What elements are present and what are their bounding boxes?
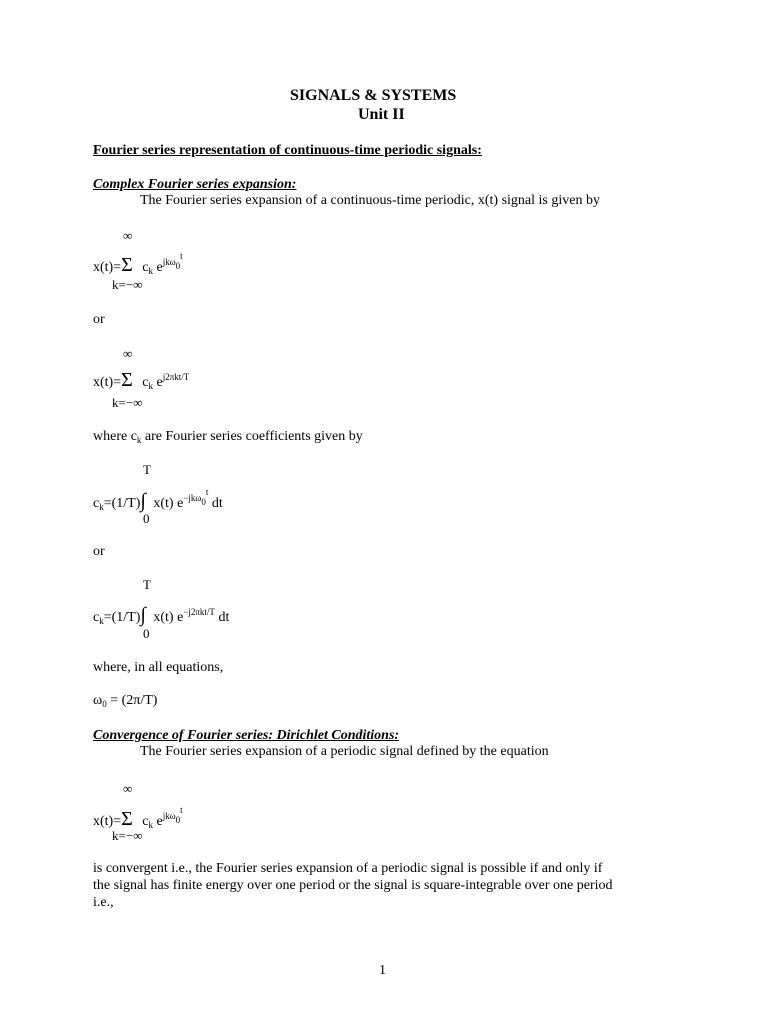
document-title: SIGNALS & SYSTEMS [290, 87, 457, 104]
equation-lhs: x(t)= [93, 260, 122, 275]
exponential: $e^{jk\omega 0^t}$ [156, 251, 183, 275]
section-heading-fourier-representation: Fourier series representation of continuous-time periodic signals: [93, 143, 482, 158]
integral-upper-limit: T [143, 577, 151, 592]
equation-lhs: x(t)= [93, 375, 122, 390]
sum-upper-limit: ∞ [123, 346, 133, 361]
exponential: $e^{j2\pi kt/T}$ [156, 372, 190, 390]
page-number: 1 [379, 963, 386, 978]
coefficient: $c_k$ [142, 814, 153, 830]
convergence-line-1: is convergent i.e., the Fourier series expansion of a periodic signal is possible if and only if [93, 861, 603, 876]
equation-body [93, 806, 183, 830]
convergence-line-2: the signal has finite energy over one period or the signal is square-integrable over one period [93, 878, 613, 893]
equation-body [93, 488, 223, 512]
equation-lhs: x(t)= [93, 814, 122, 829]
integral-upper-limit: T [143, 462, 151, 477]
integral-symbol: ∫ [140, 604, 146, 626]
equation-body [93, 605, 229, 626]
equation-body [93, 252, 183, 276]
sum-lower-limit: k=−∞ [112, 277, 143, 292]
equation-lhs: $c_k=(1/T)$ [93, 610, 141, 626]
sigma-symbol: Σ [121, 254, 133, 276]
integral-symbol: ∫ [140, 490, 146, 512]
where-all-text: where, in all equations, [93, 660, 224, 675]
differential: dt [218, 610, 230, 625]
or-text-1: or [93, 312, 105, 327]
convergence-intro: The Fourier series expansion of a periodic signal defined by the equation [140, 744, 549, 759]
integral-lower-limit: 0 [143, 511, 150, 526]
exponential: $e^{jk\omega 0^t}$ [156, 805, 183, 829]
integrand: x(t) $e^{-j2\pi kt/T}$ [153, 607, 215, 625]
unit-title: Unit II [358, 106, 405, 123]
coefficient: $c_k$ [142, 375, 153, 391]
sum-upper-limit: ∞ [123, 228, 133, 243]
where-ck-text: where $c_k$ are Fourier series coefficients given by [93, 429, 363, 445]
or-text-2: or [93, 544, 105, 559]
section-heading-complex-fourier: Complex Fourier series expansion: [93, 177, 297, 192]
integrand: x(t) $e^{-jk\omega 0^t}$ [153, 487, 209, 511]
convergence-line-3: i.e., [93, 895, 114, 910]
sum-upper-limit: ∞ [123, 781, 133, 796]
equation-lhs: $c_k=(1/T)$ [93, 496, 141, 512]
sum-lower-limit: k=−∞ [112, 828, 143, 843]
sigma-symbol: Σ [121, 369, 133, 391]
coefficient: $c_k$ [142, 260, 153, 276]
sigma-symbol: Σ [121, 808, 133, 830]
section-heading-convergence: Convergence of Fourier series: Dirichlet Conditions: [93, 728, 400, 743]
omega-definition: $\omega_0 = (2\pi/T)$ [93, 693, 158, 709]
differential: dt [211, 496, 223, 511]
integral-lower-limit: 0 [143, 626, 150, 641]
sum-lower-limit: k=−∞ [112, 395, 143, 410]
equation-body [93, 370, 189, 391]
intro-paragraph: The Fourier series expansion of a continuous-time periodic, x(t) signal is given by [140, 193, 600, 208]
